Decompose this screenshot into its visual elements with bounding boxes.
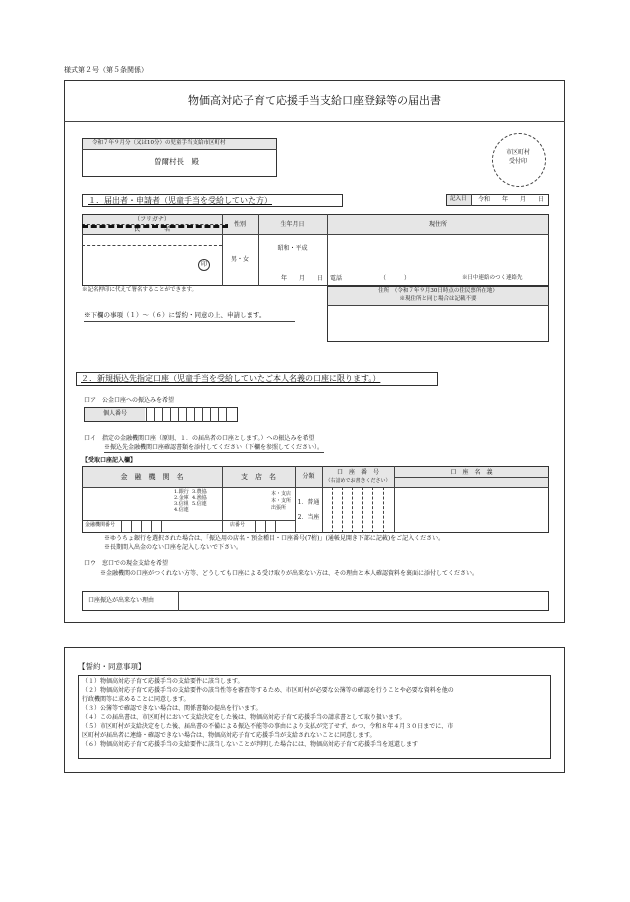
account-title: 【受取口座記入欄】 <box>82 457 137 464</box>
bank-code-input[interactable] <box>122 521 162 532</box>
option-u-note: ※金融機関の口座がつくれない方等、どうしても口座による受け取りが出来ない方は、その理由と本人確認資料を裏面に添付してください。 <box>100 570 479 577</box>
addressee-name: 曽爾村長 殿 <box>154 157 199 166</box>
phone-input[interactable]: （ ） <box>380 275 411 282</box>
acct-type-ordinary[interactable]: 1．普通 <box>297 499 320 506</box>
reason-input[interactable] <box>180 592 548 610</box>
pledge-item-3: （３）公簿等で確認できない場合は、関係書類の提出を行います。 <box>82 705 262 712</box>
date-value[interactable]: 令和 年 月 日 <box>478 196 545 203</box>
section2-title: ２．新規振込先指定口座（児童手当を受給していたご本人名義の口座に限ります。） <box>81 374 381 383</box>
pledge-item-6: （６）物価高対応子育て応援手当の支給要件に該当しないことが判明した場合には、物価高対応子育て応援手当を返還します <box>82 741 419 748</box>
furigana-input[interactable] <box>82 235 222 245</box>
date-label: 記入日 <box>450 196 467 202</box>
pledge-agree: ※下欄の事項（１）～（６）に誓約・同意の上、申請します。 <box>84 311 266 319</box>
option-u[interactable]: 口ウ 窓口での現金支給を希望 <box>84 560 169 567</box>
branch-code-input[interactable] <box>256 521 286 532</box>
pledge-title: 【誓約・同意事項】 <box>78 662 146 671</box>
acct-type-current[interactable]: 2．当座 <box>297 514 320 521</box>
pledge-item-2-cont: 行政機関等に求めることに同意します。 <box>82 696 190 703</box>
form-number: 様式第２号（第５条関係） <box>64 66 148 74</box>
yucho-note: ※ゆうちょ銀行を選択された場合は、「振込用の店名・預金種目・口座番号(7桁)」(通帳見開き下部に記載)をご記入ください。 <box>104 535 445 542</box>
phone-label: 電話 <box>330 275 343 282</box>
account-holder-input[interactable] <box>396 498 547 532</box>
phone-note: ※日中連絡のつく連絡先 <box>462 275 523 281</box>
seal-note: ※記名押印に代えて署名することができます。 <box>82 287 198 293</box>
account-number-input[interactable] <box>323 488 393 532</box>
branch-name-input[interactable] <box>224 489 269 519</box>
bank-name-input[interactable] <box>84 489 170 519</box>
form-title: 物価高対応子育て応援手当支給口座登録等の届出書 <box>188 94 441 107</box>
option-i[interactable]: 口イ 指定の金融機関口座（原則、１．の届出者の口座とします。）への振込みを希望 <box>84 435 315 442</box>
residence-input[interactable] <box>328 306 548 341</box>
pledge-item-4: （４）この届出書は、市区町村において支給決定をした後は、物価高対応子育て応援手当の請求書として取り扱います。 <box>82 714 406 721</box>
option-a[interactable]: 口ア 公金口座への振込みを希望 <box>84 397 175 404</box>
section1-title: １．届出者・申請者（児童手当を受給していた方） <box>88 196 272 205</box>
pledge-item-5: （５）市区町村が支給決定をした後、届出書の不備による振込不能等の事由により支払が完了せず、かつ、令和８年４月３０日までに、市 <box>82 723 454 730</box>
addressee-header: 令和７年９月分（又は10分）の児童手当支給市区町村 <box>92 140 226 146</box>
gender-select[interactable]: 男・女 <box>230 256 249 263</box>
pledge-item-1: （１）物価高対応子育て応援手当の支給要件に該当します。 <box>82 678 244 685</box>
dormant-note: ※長期間入出金のない口座を記入しないで下さい。 <box>104 544 243 551</box>
seal-mark: 印 <box>198 259 210 271</box>
birth-ymd[interactable]: 年 月 日 <box>281 275 324 282</box>
personal-number-input[interactable] <box>147 408 237 421</box>
pledge-item-2: （２）物価高対応子育て応援手当の支給要件の該当性等を審査等するため、市区町村が必要な公簿等の確認を行うことや必要な資料を他の <box>82 687 454 694</box>
option-i-note: ※振込先金融機関口座確認書類を添付してください（下欄を参照してください）。 <box>104 444 324 451</box>
birth-era[interactable]: 昭和・平成 <box>277 245 308 252</box>
pledge-item-5-cont: 区町村が届出者に連絡・確認できない場合は、物価高対応子育て応援手当が支給されないことに同意します。 <box>82 732 376 739</box>
address-input[interactable] <box>328 235 548 273</box>
reason-label: 口座振込が出来ない理由 <box>88 597 155 604</box>
